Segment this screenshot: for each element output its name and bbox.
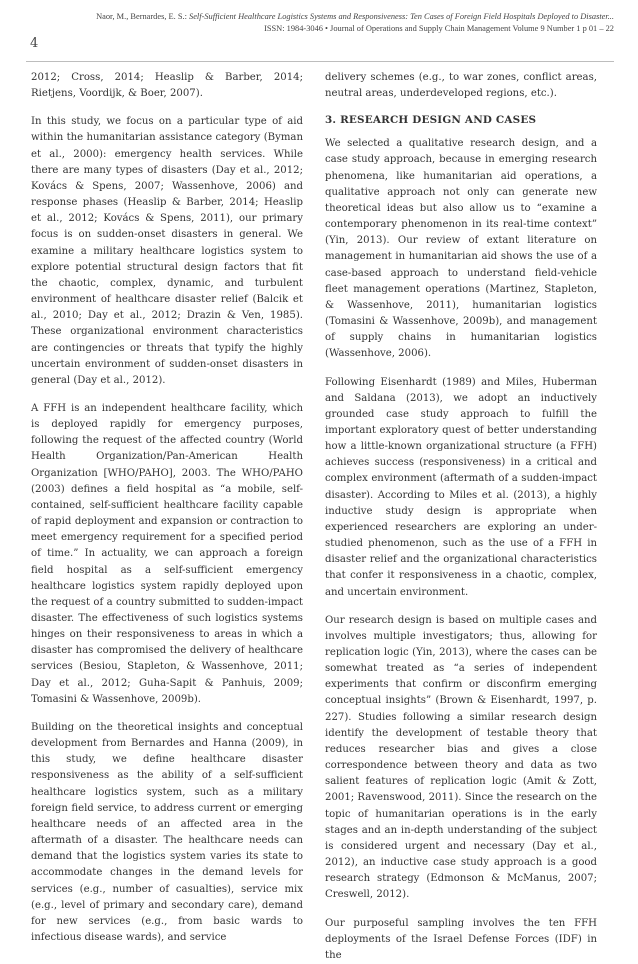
header-authors: Naor, M., Bernardes, E. S.: bbox=[96, 12, 190, 21]
left-column bbox=[31, 70, 303, 943]
header-journal-info: ISSN: 1984-3046 • Journal of Operations and Supply Chain Management Volume 9 Number 1 p 01 – 22 bbox=[264, 24, 614, 33]
section-heading: 3. RESEARCH DESIGN AND CASES bbox=[325, 114, 537, 127]
left-paragraph-1: 2012; Cross, 2014; Heaslip & Barber, 2014; Rietjens, Voordijk, & Boer, 2007). bbox=[31, 72, 303, 100]
header-citation bbox=[54, 12, 614, 21]
right-paragraph-4: Our purposeful sampling involves the ten FFH deployments of the Israel Defense Forces (IDF) in the bbox=[325, 917, 597, 961]
right-paragraph-1: We selected a qualitative research design, and a case study approach, because in emerging research phenomena, like humanitarian aid operations, a qualitative approach not only can generate new theoretical ideas but also allow us to “examine a contemporary phenomenon in its real-time context” (Yin, 2013). Our review of extant literature on management in humanitarian aid shows the use of a case-based approach to understand field-vehicle fleet management operations (Martinez, Stapleton, & Wassenhove, 2011), humanitarian logistics (Tomasini & Wassenhove, 2009b), and management of supply chains in humanitarian logistics (Wassenhove, 2006). bbox=[325, 138, 597, 360]
left-paragraph-4: Building on the theoretical insights and conceptual development from Bernardes and Hanna (2009), in this study, we define healthcare disaster responsiveness as the ability of a self-sufficient healthcare logistics system, such as a military foreign field service, to address current or emerging healthcare needs of an affected area in the aftermath of a disaster. The healthcare needs can demand that the logistics system varies its state to accommodate changes in the demand levels for services (e.g., number of casualties), service mix (e.g., level of primary and secondary care), demand for new services (e.g., from basic wards to infectious disease wards), and service bbox=[31, 721, 303, 943]
header-divider bbox=[26, 61, 614, 62]
left-paragraph-2: In this study, we focus on a particular type of aid within the humanitarian assistance category (Byman et al., 2000): emergency health services. While there are many types of disasters (Day et al., 2012; Kovács & Spens, 2007; Wassenhove, 2006) and response phases (Heaslip & Barber, 2014; Heaslip et al., 2012; Kovács & Spens, 2011), our primary focus is on sudden-onset disasters in general. We examine a military healthcare logistics system to explore potential structural design factors that fit the chaotic, complex, dynamic, and turbulent environment of healthcare disaster relief (Balcik et al., 2010; Day et al., 2012; Drazin & Ven, 1985). These organizational environment characteristics are contingencies or threats that typify the highly uncertain environment of sudden-onset disasters in general (Day et al., 2012). bbox=[31, 116, 303, 386]
page-number: 4 bbox=[30, 36, 39, 51]
left-paragraph-3: A FFH is an independent healthcare facility, which is deployed rapidly for emergency purposes, following the request of the affected country (World Health Organization/Pan-American Health Organization [WHO/PAHO], 2003. The WHO/PAHO (2003) defines a field hospital as “a mobile, self-contained, self-sufficient healthcare facility capable of rapid deployment and expansion or contraction to meet emergency requirement for a specified period of time.” In actuality, we can approach a foreign field hospital as a self-sufficient emergency healthcare logistics system rapidly deployed upon the request of a country submitted to sudden-impact disaster. The effectiveness of such logistics systems hinges on their responsiveness to areas in which a disaster has compromised the delivery of healthcare services (Besiou, Stapleton, & Wassenhove, 2011; Day et al., 2012; Guha-Sapit & Panhuis, 2009; Tomasini & Wassenhove, 2009b). bbox=[31, 402, 303, 705]
right-paragraph-3: Our research design is based on multiple cases and involves multiple investigators; thus, allowing for replication logic (Yin, 2013), where the cases can be somewhat treated as “a series of independent experiments that confirm or disconfirm emerging conceptual insights” (Brown & Eisenhardt, 1997, p. 227). Studies following a similar research design identify the development of testable theory that reduces researcher bias and gives a close correspondence between theory and data as two salient features of replication logic (Amit & Zott, 2001; Ravenswood, 2011). Since the research on the topic of humanitarian operations is in the early stages and an in-depth understanding of the subject is considered urgent and necessary (Day et al., 2012), an inductive case study approach is a good research strategy (Edmonson & McManus, 2007; Creswell, 2012). bbox=[325, 614, 597, 901]
right-paragraph-2: Following Eisenhardt (1989) and Miles, Huberman and Saldana (2013), we adopt an inductively grounded case study approach to fulfill the important exploratory quest of better understanding how a little-known organizational structure (a FFH) achieves success (responsiveness) in a critical and complex environment (aftermath of a sudden-impact disaster). According to Miles et al. (2013), a highly inductive study design is appropriate when experienced researchers are exploring an under-studied phenomenon, such as the use of a FFH in disaster relief and the organizational characteristics that confer it responsiveness in a chaotic, complex, and uncertain environment. bbox=[325, 376, 597, 598]
page-header bbox=[0, 0, 638, 56]
right-lead-paragraph: delivery schemes (e.g., to war zones, conflict areas, neutral areas, underdeveloped regions, etc.). bbox=[325, 72, 597, 100]
header-article-title: Self-Sufficient Healthcare Logistics Systems and Responsiveness: Ten Cases of Foreign Field Hospitals Deployed to Disaster... bbox=[189, 12, 614, 21]
right-column bbox=[325, 70, 597, 961]
